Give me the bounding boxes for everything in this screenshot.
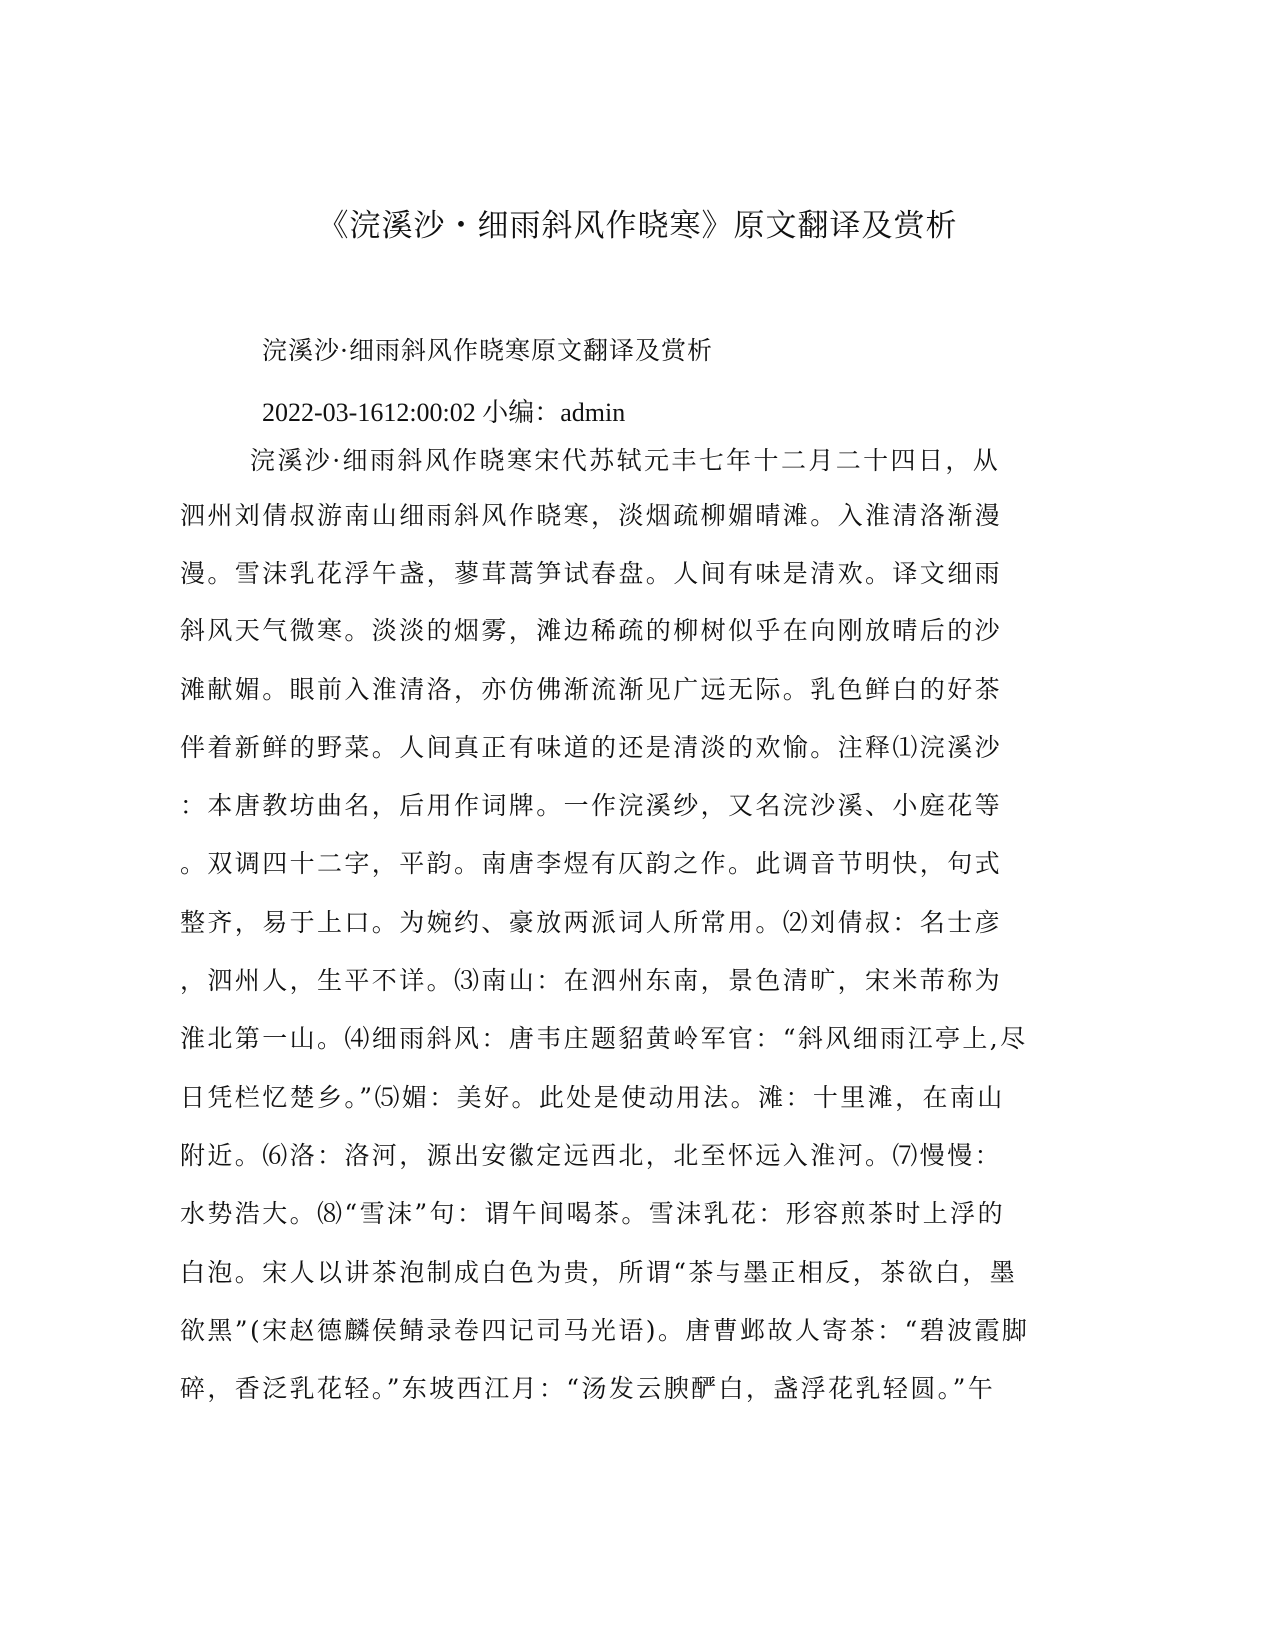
body-line: 斜风天气微寒。淡淡的烟雾，滩边稀疏的柳树似乎在向刚放晴后的沙: [180, 616, 1003, 645]
body-line: 浣溪沙·细雨斜风作晓寒宋代苏轼元丰七年十二月二十四日，从: [250, 446, 1001, 475]
body-line: 整齐，易于上口。为婉约、豪放两派词人所常用。⑵刘倩叔：名士彦: [180, 908, 1003, 937]
body-line: 白泡。宋人以讲茶泡制成白色为贵，所谓“茶与墨正相反，茶欲白，墨: [180, 1258, 1018, 1287]
body-line: ：本唐教坊曲名，后用作词牌。一作浣溪纱，又名浣沙溪、小庭花等: [180, 791, 1003, 820]
document-title: 《浣溪沙・细雨斜风作晓寒》原文翻译及赏析: [317, 208, 958, 244]
body-line: 碎，香泛乳花轻。”东坡西江月：“汤发云腴酽白，盏浮花乳轻圆。”午: [180, 1374, 996, 1403]
body-line: 淮北第一山。⑷细雨斜风：唐韦庄题貂黄岭军官：“斜风细雨江亭上,尽: [180, 1024, 1028, 1053]
body-line: 附近。⑹洛：洛河，源出安徽定远西北，北至怀远入淮河。⑺慢慢：: [180, 1141, 1003, 1170]
article-meta: 2022-03-1612:00:02 小编：admin: [262, 398, 626, 427]
body-line: 滩献媚。眼前入淮清洛，亦仿佛渐流渐见广远无际。乳色鲜白的好茶: [180, 675, 1003, 704]
body-line: 伴着新鲜的野菜。人间真正有味道的还是清淡的欢愉。注释⑴浣溪沙: [180, 733, 1003, 762]
body-line: 日凭栏忆楚乡。”⑸媚：美好。此处是使动用法。滩：十里滩，在南山: [180, 1083, 1005, 1112]
body-line: 。双调四十二字，平韵。南唐李煜有仄韵之作。此调音节明快，句式: [180, 849, 1003, 878]
body-line: 漫。雪沫乳花浮午盏，蓼茸蒿笋试春盘。人间有味是清欢。译文细雨: [180, 559, 1003, 588]
body-line: 欲黑”(宋赵德麟侯鲭录卷四记司马光语)。唐曹邺故人寄茶：“碧波霞脚: [180, 1316, 1030, 1345]
body-line: 水势浩大。⑻“雪沫”句：谓午间喝茶。雪沫乳花：形容煎茶时上浮的: [180, 1199, 1005, 1228]
body-line: 泗州刘倩叔游南山细雨斜风作晓寒，淡烟疏柳媚晴滩。入淮清洛渐漫: [180, 501, 1003, 530]
body-line: ，泗州人，生平不详。⑶南山：在泗州东南，景色清旷，宋米芾称为: [180, 966, 1003, 995]
article-subtitle: 浣溪沙·细雨斜风作晓寒原文翻译及赏析: [262, 336, 713, 365]
